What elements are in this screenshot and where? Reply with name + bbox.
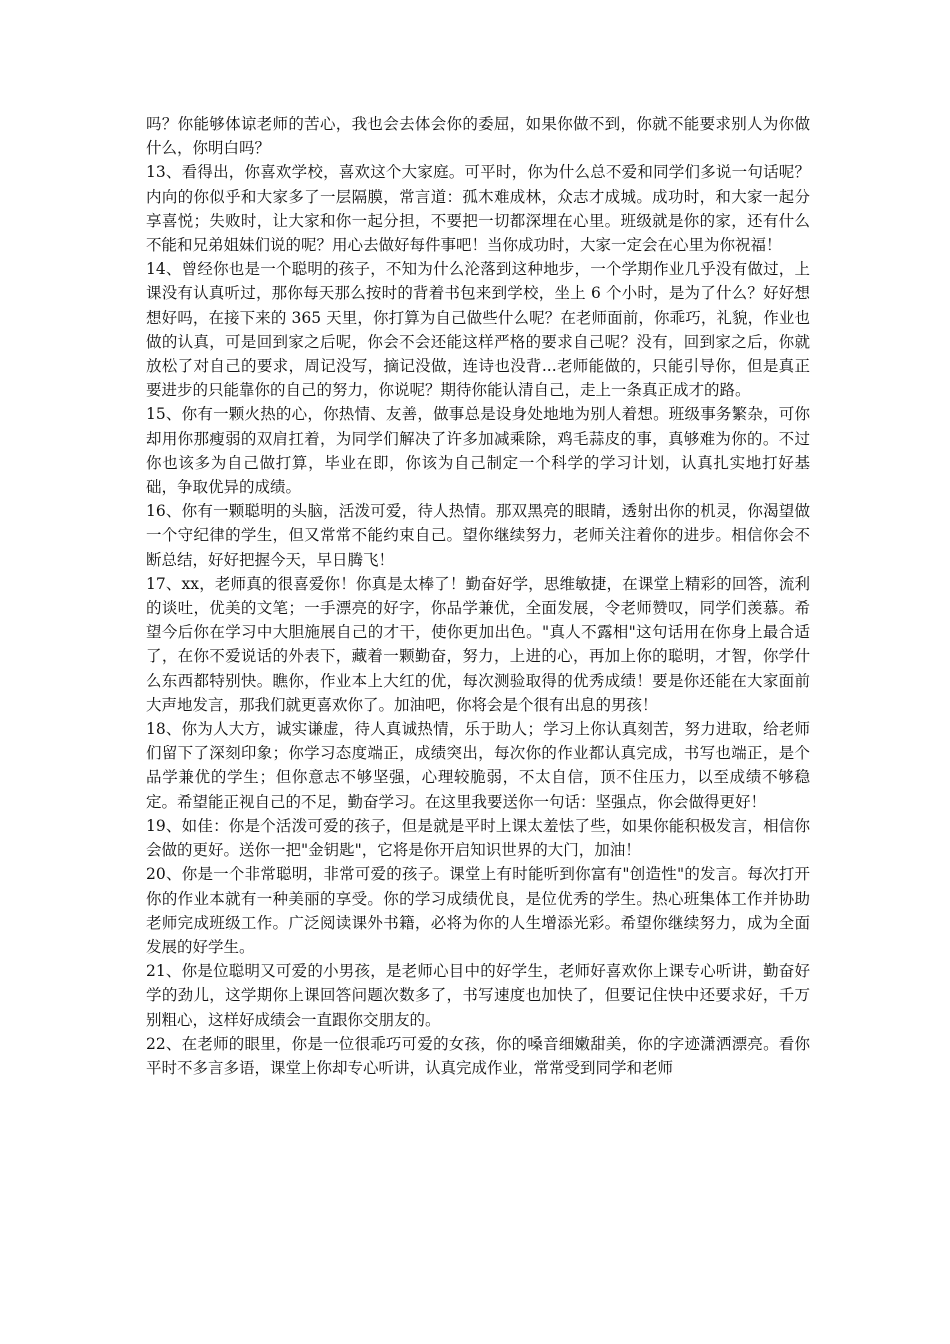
paragraph-continuation: 吗？你能够体谅老师的苦心，我也会去体会你的委屈，如果你做不到，你就不能要求别人为你做什么，你明白吗？ [146, 115, 810, 158]
paragraph-20: 20、你是一个非常聪明，非常可爱的孩子。课堂上有时能听到你富有"创造性"的发言。每次打开你的作业本就有一种美丽的享受。你的学习成绩优良，是位优秀的学生。热心班集体工作并协助老师完成班级工作。广泛阅读课外书籍，必将为你的人生增添光彩。希望你继续努力，成为全面发展的好学生。 [146, 865, 810, 956]
paragraph-13: 13、看得出，你喜欢学校，喜欢这个大家庭。可平时，你为什么总不爱和同学们多说一句话呢？内向的你似乎和大家多了一层隔膜，常言道：孤木难成林，众志才成城。成功时，和大家一起分享喜悦；失败时，让大家和你一起分担，不要把一切都深埋在心里。班级就是你的家，还有什么不能和兄弟姐妹们说的呢？用心去做好每件事吧！当你成功时，大家一定会在心里为你祝福！ [146, 163, 810, 255]
document-body [146, 112, 810, 1080]
paragraph-14: 14、曾经你也是一个聪明的孩子，不知为什么沦落到这种地步，一个学期作业几乎没有做过，上课没有认真听过，那你每天那么按时的背着书包来到学校，坐上 6 个小时，是为了什么？好好想想好吗，在接下来的 365 天里，你打算为自己做些什么呢？在老师面前，你乖巧，礼貌，作业也做的认真，可是回到家之后呢，你会不会还能这样严格的要求自己呢？没有，回到家之后，你就放松了对自己的要求，周记没写，摘记没做，连诗也没背...老师能做的，只能引导你，但是真正要进步的只能靠你的自己的努力，你说呢？期待你能认清自己，走上一条真正成才的路。 [146, 260, 810, 400]
paragraph-16: 16、你有一颗聪明的头脑，活泼可爱，待人热情。那双黑亮的眼睛，透射出你的机灵，你渴望做一个守纪律的学生，但又常常不能约束自己。望你继续努力，老师关注着你的进步。相信你会不断总结，好好把握今天，早日腾飞！ [146, 502, 810, 569]
paragraph-17: 17、xx，老师真的很喜爱你！你真是太棒了！勤奋好学，思维敏捷，在课堂上精彩的回答，流利的谈吐，优美的文笔；一手漂亮的好字，你品学兼优，全面发展，令老师赞叹，同学们羡慕。希望今后你在学习中大胆施展自己的才干，使你更加出色。"真人不露相"这句话用在你身上最合适了，在你不爱说话的外表下，藏着一颗勤奋，努力，上进的心，再加上你的聪明，才智，你学什么东西都特别快。瞧你，作业本上大红的优，每次测验取得的优秀成绩！要是你还能在大家面前大声地发言，那我们就更喜欢你了。加油吧，你将会是个很有出息的男孩！ [146, 574, 810, 714]
paragraph-19: 19、如佳：你是个活泼可爱的孩子，但是就是平时上课太羞怯了些，如果你能积极发言，相信你会做的更好。送你一把"金钥匙"，它将是你开启知识世界的大门，加油！ [146, 816, 810, 860]
paragraph-22: 22、在老师的眼里，你是一位很乖巧可爱的女孩，你的嗓音细嫩甜美，你的字迹潇洒漂亮。看你平时不多言多语，课堂上你却专心听讲，认真完成作业，常常受到同学和老师 [146, 1034, 810, 1077]
paragraph-21: 21、你是位聪明又可爱的小男孩，是老师心目中的好学生，老师好喜欢你上课专心听讲，勤奋好学的劲儿，这学期你上课回答问题次数多了，书写速度也加快了，但要记住快中还要求好，千万别粗心，这样好成绩会一直跟你交朋友的。 [146, 962, 810, 1029]
paragraph-15: 15、你有一颗火热的心，你热情、友善，做事总是设身处地地为别人着想。班级事务繁杂，可你却用你那瘦弱的双肩扛着，为同学们解决了许多加减乘除，鸡毛蒜皮的事，真够难为你的。不过你也该多为自己做打算，毕业在即，你该为自己制定一个科学的学习计划，认真扎实地打好基础，争取优异的成绩。 [146, 405, 810, 497]
paragraph-18: 18、你为人大方，诚实谦虚，待人真诚热情，乐于助人；学习上你认真刻苦，努力进取，给老师们留下了深刻印象；你学习态度端正，成绩突出，每次你的作业都认真完成，书写也端正，是个品学兼优的学生；但你意志不够坚强，心理较脆弱，不太自信，顶不住压力，以至成绩不够稳定。希望能正视自己的不足，勤奋学习。在这里我要送你一句话：坚强点，你会做得更好！ [146, 720, 810, 811]
